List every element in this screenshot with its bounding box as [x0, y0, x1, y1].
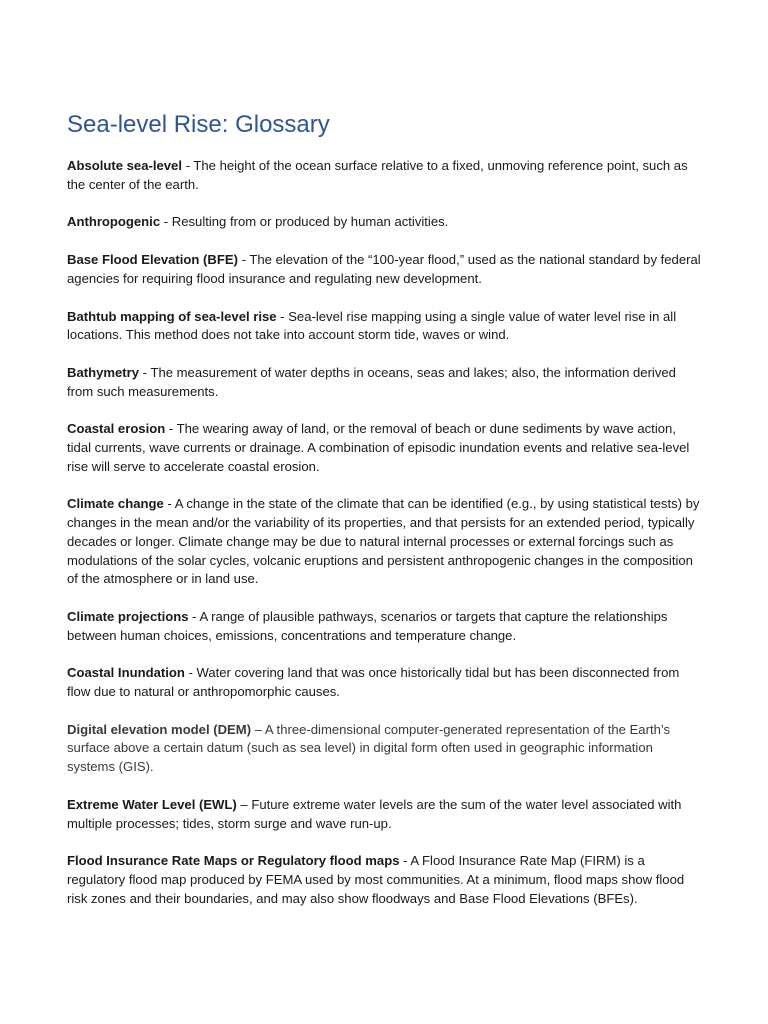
glossary-entry	[67, 608, 703, 645]
glossary-definition: The elevation of the “100-year flood,” used as the national standard by federal agencies for requiring flood insurance and regulating new development.	[67, 252, 701, 286]
glossary-entry	[67, 420, 703, 476]
glossary-term: Coastal erosion	[67, 421, 166, 437]
term-separator: -	[160, 214, 172, 230]
glossary-definition: A Flood Insurance Rate Map (FIRM) is a regulatory flood map produced by FEMA used by most communities. At a minimum, flood maps show flood risk zones and their boundaries, and may also show floodways and Base Flood Elevations (BFEs).	[67, 853, 685, 906]
glossary-term: Absolute sea-level	[67, 158, 182, 173]
glossary-definition: The height of the ocean surface relative to a fixed, unmoving reference point, such as the center of the earth.	[67, 158, 688, 192]
glossary-entry	[67, 721, 703, 777]
glossary-entry	[67, 495, 703, 589]
glossary-entry	[67, 364, 703, 401]
glossary-entry	[67, 664, 703, 701]
glossary-definition: Future extreme water levels are the sum of the water level associated with multiple processes; tides, storm surge and wave run-up.	[67, 796, 682, 831]
term-separator: -	[237, 252, 250, 268]
glossary-entry	[67, 251, 703, 288]
term-separator: -	[163, 496, 175, 512]
term-separator: –	[251, 721, 265, 737]
term-separator: -	[165, 421, 177, 437]
glossary-entry	[67, 308, 703, 345]
term-separator: -	[399, 853, 411, 869]
glossary-entry	[67, 852, 703, 908]
glossary-entry	[67, 213, 703, 232]
glossary-term: Base Flood Elevation (BFE)	[67, 252, 238, 268]
glossary-term: Extreme Water Level (EWL)	[67, 796, 237, 812]
glossary-definition: Resulting from or produced by human activities.	[171, 214, 449, 230]
glossary-term: Coastal Inundation	[67, 665, 185, 681]
glossary-term: Digital elevation model (DEM)	[67, 721, 252, 737]
term-separator: -	[276, 308, 289, 324]
term-separator: -	[139, 364, 151, 380]
glossary-definition: The measurement of water depths in oceans, seas and lakes; also, the information derived from such measurements.	[67, 364, 676, 399]
glossary-entry	[67, 796, 703, 833]
glossary-term: Flood Insurance Rate Maps or Regulatory flood maps	[67, 853, 400, 869]
term-separator: -	[188, 608, 200, 624]
glossary-term: Bathtub mapping of sea-level rise	[67, 308, 277, 324]
glossary-definition: Water covering land that was once historically tidal but has been disconnected from flow due to natural or anthropomorphic causes.	[67, 665, 680, 700]
glossary-term: Climate change	[67, 496, 164, 512]
glossary-definition: A change in the state of the climate that can be identified (e.g., by using statistical tests) by changes in the mean and/or the variability of its properties, and that persists for an extended period, typically decades or longer. Climate change may be due to natural internal processes or external forcings such as modulations of the solar cycles, volcanic eruptions and persistent anthropogenic changes in the composition of the atmosphere or in land use.	[67, 496, 700, 587]
glossary-term: Bathymetry	[67, 364, 140, 380]
glossary-entry	[67, 157, 703, 194]
term-separator: -	[181, 158, 194, 173]
glossary-term: Anthropogenic	[67, 214, 161, 230]
glossary-definition: A three-dimensional computer-generated representation of the Earth’s surface above a certain datum (such as sea level) in digital form often used in geographic information systems (GIS).	[67, 721, 671, 775]
glossary-definition: Sea-level rise mapping using a single value of water level rise in all locations. This method does not take into account storm tide, waves or wind.	[67, 308, 677, 343]
term-separator: –	[236, 796, 252, 812]
page-title: Sea-level Rise: Glossary	[67, 111, 330, 138]
glossary-definition: A range of plausible pathways, scenarios or targets that capture the relationships between human choices, emissions, concentrations and temperature change.	[67, 608, 668, 643]
glossary-definition: The wearing away of land, or the removal of beach or dune sediments by wave action, tidal currents, wave currents or drainage. A combination of episodic inundation events and relative sea-level rise will serve to accelerate coastal erosion.	[67, 421, 690, 474]
term-separator: -	[184, 665, 197, 681]
glossary-list	[67, 157, 703, 927]
glossary-term: Climate projections	[67, 608, 189, 624]
